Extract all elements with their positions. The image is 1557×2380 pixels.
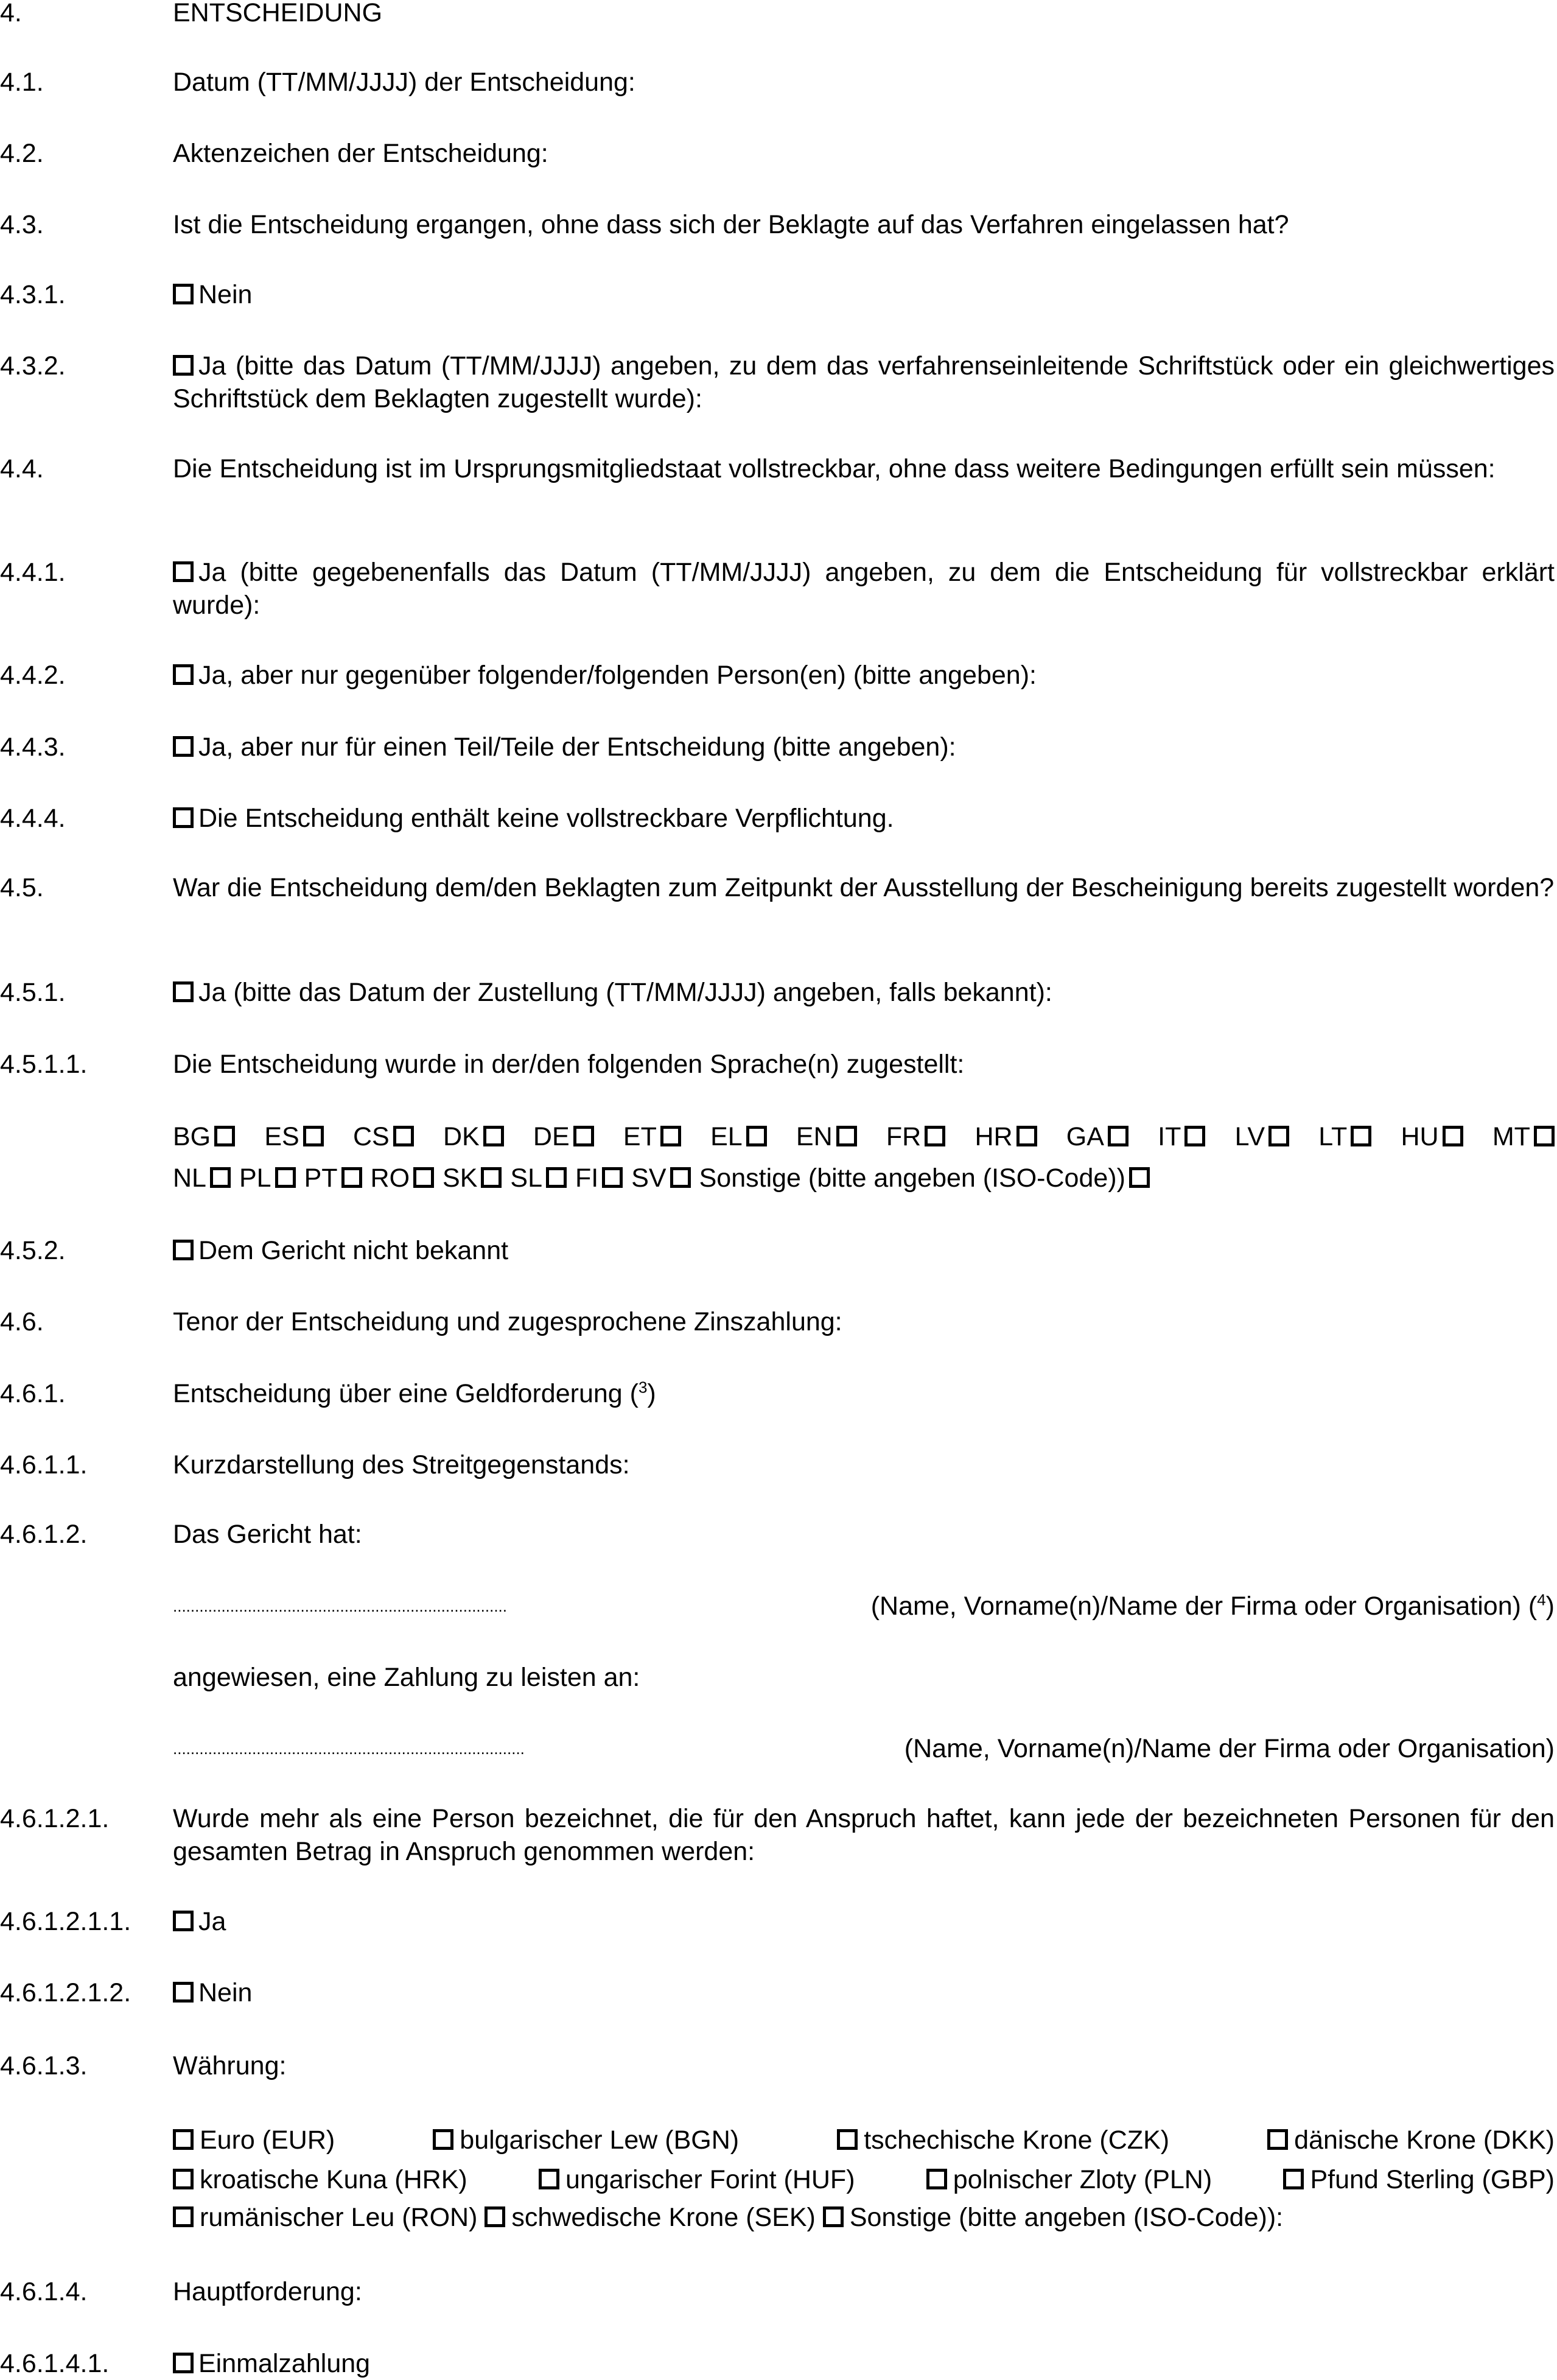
checkbox-ja-personen[interactable]: [173, 664, 194, 685]
checkbox-language-fr[interactable]: [925, 1126, 945, 1146]
language-code: PL: [239, 1164, 271, 1193]
item-text: Ja: [198, 1907, 226, 1936]
item-number: 4.4.1.: [0, 558, 66, 587]
currency-option: [173, 2121, 335, 2159]
item-number: 4.6.1.2.1.: [0, 1804, 110, 1833]
item-number: 4.5.1.1.: [0, 1050, 88, 1079]
currency-label: rumänischer Leu (RON): [200, 2203, 478, 2232]
item-number: 4.2.: [0, 139, 44, 168]
item-text: Währung:: [173, 2051, 287, 2080]
currency-label: dänische Krone (DKK): [1294, 2126, 1555, 2155]
language-code: CS: [352, 1122, 390, 1151]
checkbox-language-et[interactable]: [660, 1126, 681, 1146]
checkbox-currency[interactable]: [485, 2206, 505, 2227]
language-option-hr: [974, 1120, 1037, 1153]
language-option-en: [796, 1120, 857, 1153]
checkbox-nicht-bekannt[interactable]: [173, 1240, 194, 1260]
checkbox-language-dk[interactable]: [483, 1126, 504, 1146]
checkbox-language-other[interactable]: [1129, 1167, 1150, 1188]
checkbox-language-de[interactable]: [573, 1126, 594, 1146]
currency-label: kroatische Kuna (HRK): [200, 2165, 467, 2194]
language-option-fi: [575, 1162, 623, 1195]
checkbox-language-es[interactable]: [303, 1126, 324, 1146]
language-code: ET: [623, 1122, 657, 1151]
currency-option: [1267, 2121, 1555, 2159]
language-code: IT: [1158, 1122, 1181, 1151]
checkbox-nein-gesamtschuld[interactable]: [173, 1982, 194, 2003]
language-list-line-2: [173, 1162, 1150, 1195]
checkbox-language-sv[interactable]: [670, 1167, 691, 1188]
language-option-nl: [173, 1162, 231, 1195]
checkbox-currency[interactable]: [837, 2129, 858, 2150]
checkbox-ja-teile[interactable]: [173, 736, 194, 757]
item-text: Das Gericht hat:: [173, 1520, 362, 1549]
checkbox-language-bg[interactable]: [214, 1126, 235, 1146]
checkbox-language-pl[interactable]: [275, 1167, 296, 1188]
currency-label: Sonstige (bitte angeben (ISO-Code)):: [849, 2203, 1284, 2232]
item-text: Ja (bitte das Datum (TT/MM/JJJJ) angeben, zu dem das verfahrenseinleitende Schriftstück oder ein gleichwertiges Schriftstück dem Beklagten zugestellt wurde):: [173, 351, 1555, 413]
item-number: 4.6.1.4.1.: [0, 2349, 110, 2378]
item-number: 4.6.: [0, 1307, 44, 1336]
item-text: Die Entscheidung enthält keine vollstreckbare Verpflichtung.: [198, 804, 894, 833]
checkbox-ja[interactable]: [173, 355, 194, 376]
checkbox-nein[interactable]: [173, 284, 194, 304]
currency-label: Pfund Sterling (GBP): [1310, 2165, 1555, 2194]
currency-label: polnischer Zloty (PLN): [953, 2165, 1212, 2194]
item-number: 4.4.3.: [0, 732, 66, 762]
checkbox-language-ro[interactable]: [413, 1167, 434, 1188]
item-number: 4.5.2.: [0, 1236, 66, 1265]
checkbox-currency[interactable]: [1283, 2169, 1304, 2189]
currency-list-line-2: [173, 2161, 1555, 2199]
item-number: 4.6.1.: [0, 1379, 66, 1408]
item-text: Ist die Entscheidung ergangen, ohne dass sich der Beklagte auf das Verfahren eingelassen hat?: [173, 210, 1289, 239]
item-number: 4.3.: [0, 210, 44, 239]
checkbox-language-lv[interactable]: [1268, 1126, 1289, 1146]
currency-label: bulgarischer Lew (BGN): [460, 2126, 740, 2155]
language-option-et: [623, 1120, 681, 1153]
checkbox-language-en[interactable]: [836, 1126, 857, 1146]
language-option-fr: [886, 1120, 945, 1153]
checkbox-language-hu[interactable]: [1443, 1126, 1463, 1146]
currency-list-line-3: [173, 2199, 1555, 2236]
currency-option: [539, 2161, 855, 2199]
checkbox-currency[interactable]: [173, 2129, 194, 2150]
item-number: 4.6.1.2.1.1.: [0, 1907, 131, 1936]
currency-label: tschechische Krone (CZK): [864, 2126, 1170, 2155]
item-number: 4.3.1.: [0, 280, 66, 309]
language-code: LV: [1234, 1122, 1265, 1151]
language-code: EL: [710, 1122, 743, 1151]
item-number: 4.6.1.1.: [0, 1450, 88, 1480]
item-text: Wurde mehr als eine Person bezeichnet, die für den Anspruch haftet, kann jede der bezeichneten Personen für den gesamten Betrag in Anspruch genommen werden:: [173, 1804, 1555, 1866]
language-code: FI: [575, 1164, 599, 1193]
language-option-dk: [443, 1120, 504, 1153]
checkbox-language-ga[interactable]: [1108, 1126, 1128, 1146]
currency-option: [485, 2203, 816, 2232]
checkbox-language-fi[interactable]: [602, 1167, 623, 1188]
footnote-ref[interactable]: 4: [1537, 1590, 1546, 1609]
item-text: Dem Gericht nicht bekannt: [198, 1236, 509, 1265]
language-code: SL: [510, 1164, 543, 1193]
language-code: NL: [173, 1164, 206, 1193]
language-option-es: [264, 1120, 323, 1153]
item-number: 4.4.4.: [0, 804, 66, 833]
language-option-bg: [173, 1120, 235, 1153]
checkbox-language-sk[interactable]: [481, 1167, 502, 1188]
language-code: SK: [443, 1164, 478, 1193]
language-option-el: [710, 1120, 767, 1153]
currency-option: [823, 2203, 1283, 2232]
item-number: 4.6.1.2.1.2.: [0, 1978, 131, 2007]
language-option-lv: [1235, 1120, 1289, 1153]
currency-option: [433, 2121, 739, 2159]
checkbox-language-el[interactable]: [746, 1126, 767, 1146]
item-text: War die Entscheidung dem/den Beklagten zum Zeitpunkt der Ausstellung der Bescheinigung bereits zugestellt worden?: [173, 873, 1555, 902]
footnote-ref[interactable]: 3: [638, 1378, 648, 1397]
section-number: 4.: [0, 0, 22, 27]
checkbox-currency[interactable]: [926, 2169, 947, 2189]
language-code: GA: [1066, 1122, 1104, 1151]
currency-option: [173, 2203, 477, 2232]
checkbox-language-cs[interactable]: [393, 1126, 414, 1146]
item-text: Die Entscheidung ist im Ursprungsmitgliedstaat vollstreckbar, ohne dass weitere Bedingungen erfüllt sein müssen:: [173, 454, 1496, 483]
checkbox-currency[interactable]: [173, 2206, 194, 2227]
checkbox-language-mt[interactable]: [1534, 1126, 1555, 1146]
language-option-lt: [1318, 1120, 1371, 1153]
item-number: 4.3.2.: [0, 351, 66, 381]
item-number: 4.5.: [0, 873, 44, 902]
checkbox-einmalzahlung[interactable]: [173, 2353, 194, 2373]
language-option-cs: [353, 1120, 414, 1153]
language-code: DE: [533, 1122, 570, 1151]
checkbox-language-nl[interactable]: [210, 1167, 231, 1188]
checkbox-currency[interactable]: [433, 2129, 453, 2150]
language-option-pl: [239, 1162, 296, 1195]
item-text: Einmalzahlung: [198, 2349, 371, 2378]
checkbox-language-lt[interactable]: [1351, 1126, 1371, 1146]
language-option-ro: [371, 1162, 435, 1195]
creditor-label: (Name, Vorname(n)/Name der Firma oder Organisation): [904, 1734, 1555, 1763]
language-code: SV: [631, 1164, 667, 1193]
language-code: ES: [264, 1122, 299, 1151]
item-text: Ja, aber nur gegenüber folgender/folgenden Person(en) (bitte angeben):: [198, 661, 1037, 690]
checkbox-currency[interactable]: [823, 2206, 844, 2227]
language-code: FR: [886, 1122, 922, 1151]
checkbox-keine-verpflichtung[interactable]: [173, 807, 194, 828]
language-option-mt: [1492, 1120, 1555, 1153]
checkbox-language-it[interactable]: [1184, 1126, 1205, 1146]
item-text: Ja, aber nur für einen Teil/Teile der Entscheidung (bitte angeben):: [198, 732, 956, 762]
item-text: Ja (bitte gegebenenfalls das Datum (TT/MM/JJJJ) angeben, zu dem die Entscheidung für vollstreckbar erklärt wurde):: [173, 558, 1555, 620]
language-code: HU: [1401, 1122, 1439, 1151]
item-number: 4.1.: [0, 68, 44, 97]
checkbox-language-hr[interactable]: [1016, 1126, 1037, 1146]
language-option-sl: [510, 1162, 567, 1195]
language-code: MT: [1492, 1122, 1530, 1151]
item-text: Aktenzeichen der Entscheidung:: [173, 139, 548, 168]
section-title: ENTSCHEIDUNG: [173, 0, 383, 27]
item-number: 4.4.: [0, 454, 44, 483]
language-list-line-1: [173, 1120, 1555, 1153]
language-option-sv: [631, 1162, 690, 1195]
language-option-pt: [304, 1162, 362, 1195]
item-text: Nein: [198, 1978, 253, 2007]
currency-option: [1283, 2161, 1555, 2199]
item-number: 4.6.1.3.: [0, 2051, 88, 2080]
checkbox-language-sl[interactable]: [546, 1167, 567, 1188]
checkbox-currency[interactable]: [173, 2169, 194, 2189]
language-option-ga: [1066, 1120, 1128, 1153]
item-text: Hauptforderung:: [173, 2277, 362, 2306]
item-text-end: ): [647, 1379, 656, 1408]
item-number: 4.4.2.: [0, 661, 66, 690]
checkbox-language-pt[interactable]: [341, 1167, 362, 1188]
checkbox-ja-gesamtschuld[interactable]: [173, 1911, 194, 1931]
currency-list-line-1: [173, 2121, 1555, 2159]
debtor-name-field[interactable]: ............................................................................: [173, 1597, 507, 1615]
language-option-it: [1158, 1120, 1205, 1153]
currency-option: [926, 2161, 1212, 2199]
checkbox-currency[interactable]: [1267, 2129, 1288, 2150]
language-code: BG: [173, 1122, 211, 1151]
creditor-name-field[interactable]: ................................................................................: [173, 1739, 525, 1758]
item-number: 4.6.1.2.: [0, 1520, 88, 1549]
item-text: Kurzdarstellung des Streitgegenstands:: [173, 1450, 630, 1480]
item-text: Ja (bitte das Datum der Zustellung (TT/MM/JJJJ) angeben, falls bekannt):: [198, 978, 1052, 1007]
currency-option: [173, 2161, 467, 2199]
item-number: 4.5.1.: [0, 978, 66, 1007]
checkbox-ja-vollstreckbar[interactable]: [173, 561, 194, 582]
item-text: Datum (TT/MM/JJJJ) der Entscheidung:: [173, 68, 635, 97]
language-code: DK: [443, 1122, 480, 1151]
language-option-sk: [443, 1162, 502, 1195]
language-code: LT: [1318, 1122, 1348, 1151]
language-option-hu: [1401, 1120, 1463, 1153]
language-code: RO: [370, 1164, 410, 1193]
instructed-text: angewiesen, eine Zahlung zu leisten an:: [173, 1663, 640, 1692]
currency-label: Euro (EUR): [200, 2126, 335, 2155]
currency-option: [837, 2121, 1169, 2159]
debtor-label: (Name, Vorname(n)/Name der Firma oder Organisation) (: [870, 1592, 1538, 1621]
language-option-other: [699, 1162, 1150, 1195]
item-text: Nein: [198, 280, 253, 309]
currency-label: ungarischer Forint (HUF): [565, 2165, 855, 2194]
language-code: PT: [304, 1164, 338, 1193]
item-number: 4.6.1.4.: [0, 2277, 88, 2306]
language-option-de: [533, 1120, 594, 1153]
language-other-label: Sonstige (bitte angeben (ISO-Code)): [699, 1164, 1125, 1193]
language-code: EN: [796, 1122, 833, 1151]
item-text: Entscheidung über eine Geldforderung (: [173, 1379, 639, 1408]
checkbox-currency[interactable]: [539, 2169, 559, 2189]
item-text: Tenor der Entscheidung und zugesprochene Zinszahlung:: [173, 1307, 842, 1336]
debtor-label-end: ): [1545, 1592, 1555, 1621]
checkbox-ja-zustellung[interactable]: [173, 981, 194, 1002]
language-code: HR: [974, 1122, 1013, 1151]
item-text: Die Entscheidung wurde in der/den folgenden Sprache(n) zugestellt:: [173, 1050, 965, 1079]
currency-label: schwedische Krone (SEK): [511, 2203, 816, 2232]
